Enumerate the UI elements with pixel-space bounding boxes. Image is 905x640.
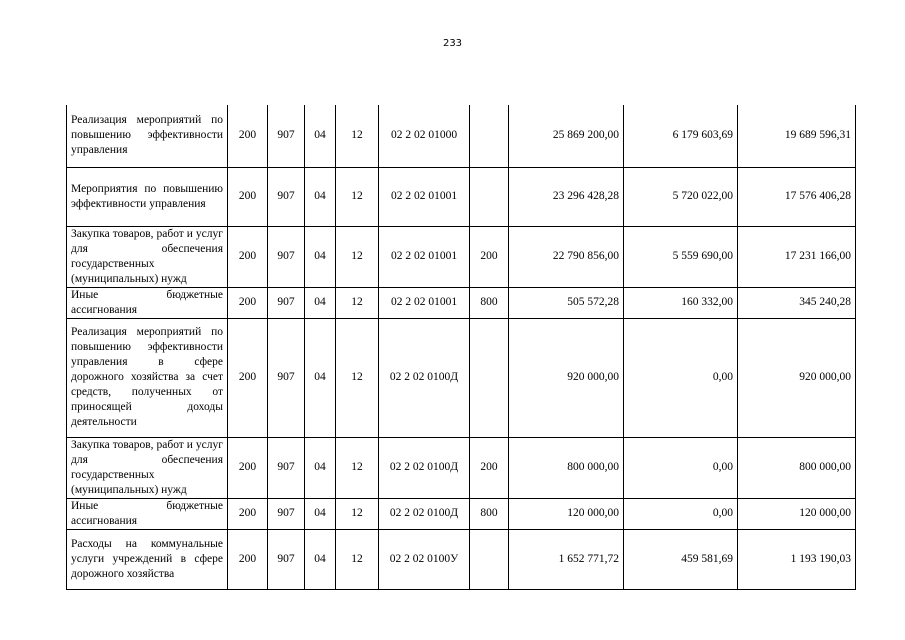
row-target-article: 02 2 02 0100Д [379, 318, 470, 437]
row-code: 200 [228, 318, 268, 437]
row-code: 200 [228, 287, 268, 318]
row-department: 907 [268, 226, 305, 287]
row-section: 04 [305, 287, 336, 318]
table-row [67, 105, 856, 167]
row-subsection: 12 [336, 105, 379, 167]
row-plan-amount: 920 000,00 [509, 318, 624, 437]
page-number: 233 [442, 38, 463, 49]
table-row [67, 167, 856, 226]
row-actual-amount: 160 332,00 [624, 287, 738, 318]
row-name: Закупка товаров, работ и услуг для обеспечения государственных (муниципальных) нужд [67, 437, 228, 498]
row-target-article: 02 2 02 01001 [379, 226, 470, 287]
row-expense-type [470, 529, 509, 589]
row-subsection: 12 [336, 498, 379, 529]
row-target-article: 02 2 02 0100Д [379, 498, 470, 529]
row-code: 200 [228, 498, 268, 529]
row-subsection: 12 [336, 167, 379, 226]
row-name: Иные бюджетные ассигнования [67, 498, 228, 529]
row-name: Реализация мероприятий по повышению эффективности управления [67, 105, 228, 167]
row-plan-amount: 23 296 428,28 [509, 167, 624, 226]
row-actual-amount: 0,00 [624, 318, 738, 437]
table-row [67, 287, 856, 318]
row-department: 907 [268, 437, 305, 498]
row-code: 200 [228, 105, 268, 167]
row-plan-amount: 800 000,00 [509, 437, 624, 498]
row-department: 907 [268, 287, 305, 318]
row-code: 200 [228, 167, 268, 226]
row-name: Закупка товаров, работ и услуг для обеспечения государственных (муниципальных) нужд [67, 226, 228, 287]
row-expense-type: 200 [470, 437, 509, 498]
row-section: 04 [305, 226, 336, 287]
row-actual-amount: 5 720 022,00 [624, 167, 738, 226]
row-name: Реализация мероприятий по повышению эффективности управления в сфере дорожного хозяйства за счет средств, полученных от приносящей доходы деятельности [67, 318, 228, 437]
table-row [67, 437, 856, 498]
row-code: 200 [228, 529, 268, 589]
row-plan-amount: 505 572,28 [509, 287, 624, 318]
row-actual-amount: 6 179 603,69 [624, 105, 738, 167]
row-section: 04 [305, 167, 336, 226]
table-row [67, 529, 856, 589]
row-expense-type: 800 [470, 498, 509, 529]
row-name: Мероприятия по повышению эффективности управления [67, 167, 228, 226]
row-remaining-amount: 1 193 190,03 [738, 529, 856, 589]
row-plan-amount: 22 790 856,00 [509, 226, 624, 287]
row-section: 04 [305, 498, 336, 529]
row-plan-amount: 1 652 771,72 [509, 529, 624, 589]
row-section: 04 [305, 105, 336, 167]
row-subsection: 12 [336, 529, 379, 589]
row-remaining-amount: 17 231 166,00 [738, 226, 856, 287]
row-actual-amount: 0,00 [624, 498, 738, 529]
row-remaining-amount: 800 000,00 [738, 437, 856, 498]
row-target-article: 02 2 02 01001 [379, 287, 470, 318]
row-section: 04 [305, 318, 336, 437]
row-target-article: 02 2 02 01000 [379, 105, 470, 167]
row-plan-amount: 120 000,00 [509, 498, 624, 529]
row-subsection: 12 [336, 226, 379, 287]
row-remaining-amount: 120 000,00 [738, 498, 856, 529]
row-expense-type: 800 [470, 287, 509, 318]
table-row [67, 318, 856, 437]
row-expense-type [470, 167, 509, 226]
row-remaining-amount: 17 576 406,28 [738, 167, 856, 226]
row-name: Расходы на коммунальные услуги учреждений в сфере дорожного хозяйства [67, 529, 228, 589]
table-body [67, 105, 856, 589]
row-subsection: 12 [336, 287, 379, 318]
budget-table [66, 105, 856, 590]
row-target-article: 02 2 02 0100Д [379, 437, 470, 498]
row-expense-type: 200 [470, 226, 509, 287]
row-subsection: 12 [336, 318, 379, 437]
row-target-article: 02 2 02 0100У [379, 529, 470, 589]
row-section: 04 [305, 529, 336, 589]
row-actual-amount: 459 581,69 [624, 529, 738, 589]
row-name: Иные бюджетные ассигнования [67, 287, 228, 318]
row-department: 907 [268, 167, 305, 226]
row-remaining-amount: 920 000,00 [738, 318, 856, 437]
row-department: 907 [268, 529, 305, 589]
row-expense-type [470, 105, 509, 167]
row-section: 04 [305, 437, 336, 498]
row-remaining-amount: 19 689 596,31 [738, 105, 856, 167]
row-department: 907 [268, 498, 305, 529]
row-code: 200 [228, 226, 268, 287]
table-row [67, 498, 856, 529]
row-department: 907 [268, 318, 305, 437]
row-department: 907 [268, 105, 305, 167]
row-target-article: 02 2 02 01001 [379, 167, 470, 226]
row-subsection: 12 [336, 437, 379, 498]
row-code: 200 [228, 437, 268, 498]
table-row [67, 226, 856, 287]
row-expense-type [470, 318, 509, 437]
row-actual-amount: 0,00 [624, 437, 738, 498]
row-actual-amount: 5 559 690,00 [624, 226, 738, 287]
row-plan-amount: 25 869 200,00 [509, 105, 624, 167]
row-remaining-amount: 345 240,28 [738, 287, 856, 318]
